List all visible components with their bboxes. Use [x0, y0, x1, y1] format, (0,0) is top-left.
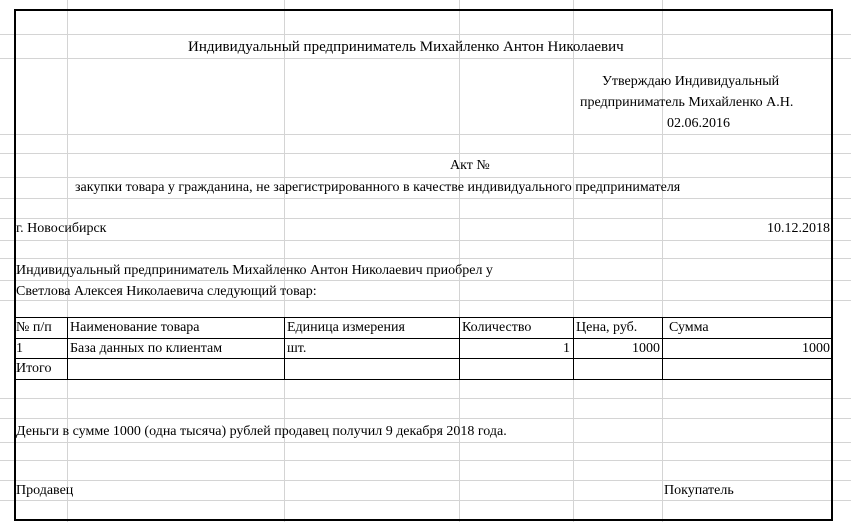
header-quantity: Количество	[462, 320, 532, 335]
intro-line-2: Светлова Алексея Николаевича следующий товар:	[16, 284, 317, 299]
header-unit: Единица измерения	[287, 320, 405, 335]
act-title: Акт №	[450, 158, 490, 173]
approval-line-2: предприниматель Михайленко А.Н.	[580, 95, 794, 110]
cell-product-name: База данных по клиентам	[70, 341, 223, 356]
approval-date: 02.06.2016	[667, 116, 730, 131]
cell-quantity: 1	[563, 341, 570, 356]
approval-line-1: Утверждаю Индивидуальный	[602, 74, 780, 89]
cell-sum: 1000	[802, 341, 830, 356]
act-subtitle: закупки товара у гражданина, не зарегистрированного в качестве индивидуального предпринимателя	[75, 180, 681, 195]
document-date: 10.12.2018	[767, 221, 830, 236]
seller-label: Продавец	[16, 483, 74, 498]
cell-unit: шт.	[287, 341, 307, 356]
header-number: № п/п	[16, 320, 52, 335]
header-title: Индивидуальный предприниматель Михайленко Антон Николаевич	[188, 39, 624, 55]
header-product-name: Наименование товара	[70, 320, 200, 335]
payment-statement: Деньги в сумме 1000 (одна тысяча) рублей продавец получил 9 декабря 2018 года.	[16, 424, 507, 439]
header-price: Цена, руб.	[576, 320, 638, 335]
cell-price: 1000	[632, 341, 660, 356]
header-sum: Сумма	[669, 320, 709, 335]
intro-line-1: Индивидуальный предприниматель Михайленко Антон Николаевич приобрел у	[16, 263, 493, 278]
cell-number: 1	[16, 341, 23, 356]
city: г. Новосибирск	[16, 221, 107, 236]
buyer-label: Покупатель	[664, 483, 734, 498]
total-label: Итого	[16, 361, 52, 376]
